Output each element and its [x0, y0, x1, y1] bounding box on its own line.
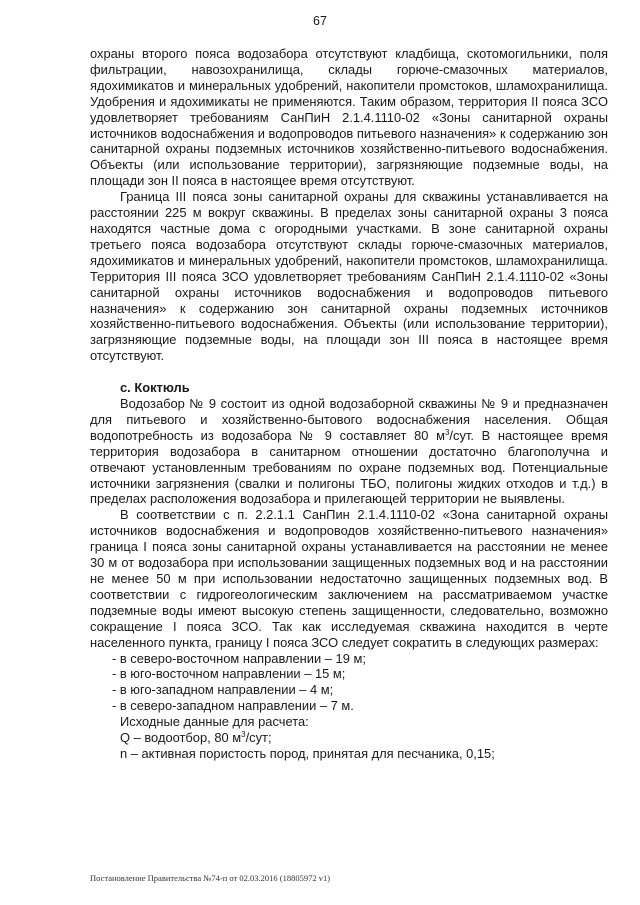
- paragraph-water-intake: [90, 396, 608, 507]
- initial-data-n: n – активная пористость пород, принятая для песчаника, 0,15;: [120, 745, 495, 761]
- list-item: - в северо-западном направлении – 7 м.: [112, 698, 354, 714]
- initial-data-q: [90, 730, 608, 746]
- q-unit-superscript: 3: [241, 730, 246, 740]
- water-intake-text-end: /сут. В настоящее время территория водозабора в санитарном отношении достаточно благополучна и отвечают установленным требованиям по охране подземных вод. Потенциальные источники загрязнения (свалки и полигоны ТБО, полигоны жидких отходов и т.д.) в пределах расположения водозабора и прилегающей территории не выявлены.: [90, 427, 609, 507]
- paragraph-sanpin-reference: В соответствии с п. 2.2.1.1 СанПин 2.1.4.1110-02 «Зона санитарной охраны источников водоснабжения и водопроводов хозяйственно-питьевого назначения» граница I пояса зоны санитарной охраны устанавливается на расстоянии не менее 30 м от водозабора при использовании защищенных подземных вод и на расстоянии не менее 50 м при использовании недостаточно защищенных подземных вод. В соответствии с гидрогеологическим заключением на рассматриваемом участке подземные воды имеют высокую степень защищенности, следовательно, возможно сокращение I пояса ЗСО. Так как исследуемая скважина находится в черте населенного пункта, границу I пояса ЗСО следует сократить в следующих размерах:: [90, 507, 608, 650]
- list-item: - в юго-западном направлении – 4 м;: [112, 682, 334, 698]
- list-item: - в юго-восточном направлении – 15 м;: [112, 666, 346, 682]
- water-intake-text-start: Водозабор № 9 состоит из одной водозаборной скважины № 9 и предназначен для питьевого и хозяйственно-бытового водоснабжения населения. Общая водопотребность из водозабора № 9 составляет 80 м: [90, 396, 608, 443]
- q-text-start: Q – водоотбор, 80 м: [120, 730, 242, 746]
- paragraph-zone-3: Граница III пояса зоны санитарной охраны для скважины устанавливается на расстоянии 225 м вокруг скважины. В пределах зоны санитарной охраны 3 пояса находятся частные дома с огородными участками. В зоне санитарной охраны третьего пояса водозабора отсутствуют склады горюче-смазочных материалов, ядохимикатов и минеральных удобрений, накопители промстоков, шламохранилища. Территория III пояса ЗСО удовлетворяет требованиям СанПиН 2.1.4.1110-02 «Зоны санитарной охраны источников водоснабжения и водопроводов питьевого назначения» к содержанию зон санитарной охраны подземных источников хозяйственно-питьевого водоснабжения. Объекты (или использование территории), загрязняющие подземные воды, на площади зон III пояса в настоящее время отсутствуют.: [90, 189, 608, 364]
- initial-data-label: Исходные данные для расчета:: [120, 714, 309, 730]
- footer-note: Постановление Правительства №74-п от 02.03.2016 (18805972 v1): [90, 873, 331, 883]
- q-text-end: /сут;: [245, 730, 272, 746]
- unit-superscript: 3: [444, 427, 450, 437]
- paragraph-zone-2: охраны второго пояса водозабора отсутствуют кладбища, скотомогильники, поля фильтрации, навозохранилища, склады горюче-смазочных материалов, ядохимикатов и минеральных удобрений, накопители промстоков, шламохранилища. Удобрения и ядохимикаты не применяются. Таким образом, территория II пояса ЗСО удовлетворяет требованиям СанПиН 2.1.4.1110-02 «Зоны санитарной охраны источников водоснабжения и водопроводов питьевого назначения» к содержанию зон санитарной охраны подземных источников хозяйственно-питьевого водоснабжения. Объекты (или использование территории), загрязняющие подземные воды, на площади зон II пояса в настоящее время отсутствуют.: [90, 46, 608, 189]
- page-number: 67: [313, 14, 327, 28]
- document-body: [90, 46, 608, 762]
- list-item: - в северо-восточном направлении – 19 м;: [112, 650, 366, 666]
- section-heading: с. Коктюль: [120, 380, 190, 396]
